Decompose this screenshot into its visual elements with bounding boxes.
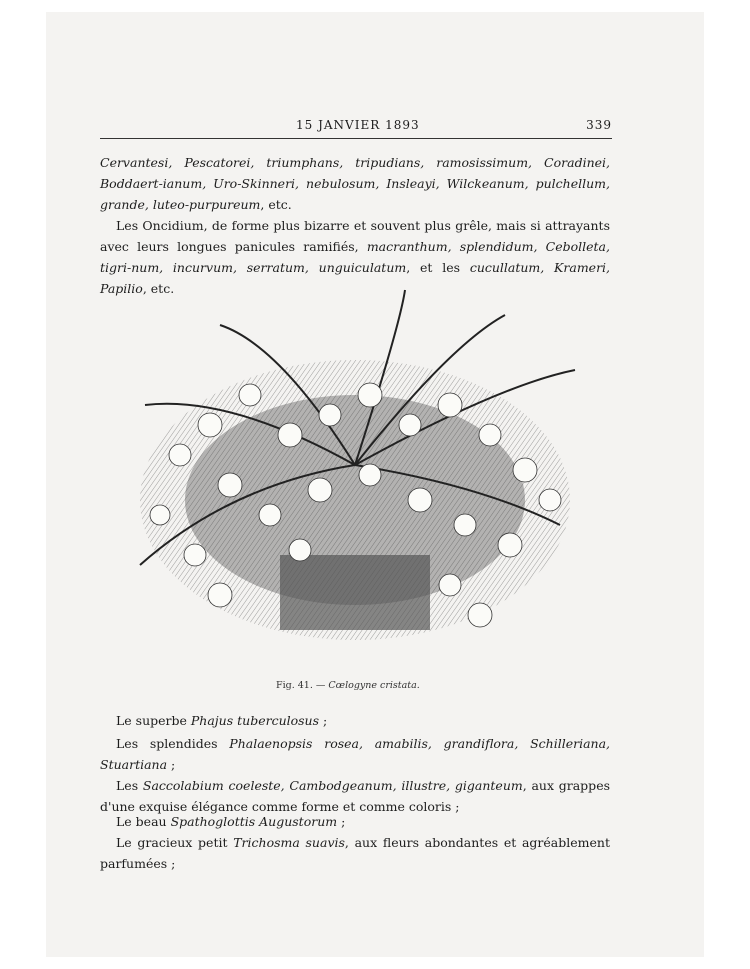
text: , aux grappes d'une exquise élégance comme forme et comme coloris ; bbox=[100, 778, 611, 814]
species-list: Cervantesi, Pescatorei, triumphans, tripudians, ramosissimum, Coradinei, Boddaert-ianum, Uro-Skinneri, nebulosum, Insleayi, Wilckeanum, pulchellum, grande, luteo-purpureum bbox=[100, 155, 610, 212]
text: Les splendides bbox=[116, 736, 230, 751]
page-number: 339 bbox=[586, 118, 612, 132]
species-list: cucullatum, Krameri, Papilio bbox=[100, 260, 611, 296]
paragraph-4 bbox=[100, 733, 610, 775]
text: Les Oncidium, de forme plus bizarre et souvent plus grêle, mais si attrayants avec leurs longues panicules ramifiés, bbox=[100, 218, 610, 254]
page-header bbox=[100, 116, 612, 139]
species-name: Trichosma suavis bbox=[233, 835, 345, 850]
text: Le beau bbox=[116, 814, 171, 829]
text: , etc. bbox=[142, 281, 175, 296]
text: , etc. bbox=[260, 197, 292, 212]
paragraph-1 bbox=[100, 152, 610, 215]
text: ; bbox=[337, 814, 346, 829]
header-date: 15 JANVIER 1893 bbox=[296, 118, 420, 132]
species-list: Phalaenopsis rosea, amabilis, grandiflora, Schilleriana, Stuartiana bbox=[100, 736, 610, 772]
caption-label: Fig. 41. — bbox=[276, 680, 329, 691]
text: , et les bbox=[406, 260, 470, 275]
orchid-illustration-icon bbox=[120, 285, 590, 670]
species-name: Phajus tuberculosus bbox=[190, 713, 320, 728]
text: Les bbox=[116, 778, 143, 793]
paragraph-7 bbox=[100, 832, 610, 874]
orchid-engraving-illustration bbox=[120, 285, 590, 670]
paragraph-6 bbox=[100, 811, 610, 832]
species-list: macranthum, splendidum, Cebolleta, tigri-num, incurvum, serratum, unguiculatum bbox=[100, 239, 610, 275]
species-list: Saccolabium coeleste, Cambodgeanum, illustre, giganteum bbox=[142, 778, 523, 793]
text: ; bbox=[167, 757, 176, 772]
paragraph-3 bbox=[100, 710, 610, 731]
text: Le gracieux petit bbox=[116, 835, 234, 850]
text: ; bbox=[319, 713, 328, 728]
text: , aux fleurs abondantes et agréablement parfumées ; bbox=[100, 835, 610, 871]
text: Le superbe bbox=[116, 713, 191, 728]
figure-caption bbox=[276, 680, 420, 691]
species-name: Spathoglottis Augustorum bbox=[170, 814, 338, 829]
caption-species: Cœlogyne cristata. bbox=[328, 680, 420, 691]
